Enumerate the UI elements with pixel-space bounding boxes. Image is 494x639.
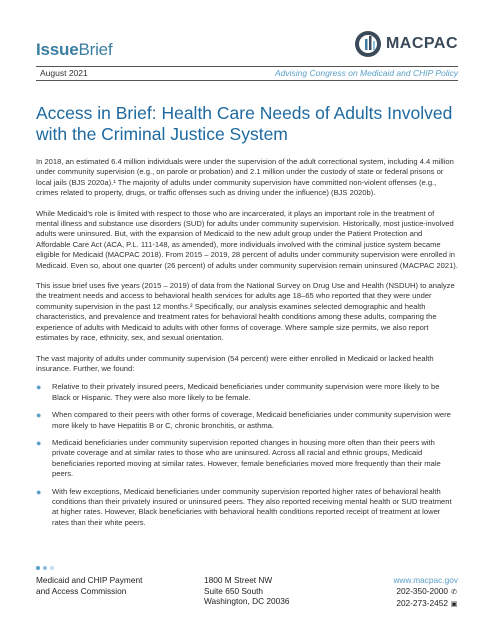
- list-item-text: Medicaid beneficiaries under community supervision reported changes in housing more often than their peers with private coverage and at similar rates to those who are uninsured. Across all racial and ethnic groups, Medicaid beneficiaries reported moving at similar rates. However, female beneficiaries moved more frequently than their male peers.: [52, 437, 441, 479]
- macpac-logo: [354, 30, 458, 58]
- issue-brief-bold: Issue: [36, 40, 79, 59]
- website-link[interactable]: www.macpac.gov: [393, 575, 458, 585]
- list-item: [36, 438, 458, 480]
- page-title: Access in Brief: Health Care Needs of Adults Involved with the Criminal Justice System: [36, 103, 453, 144]
- paragraph: In 2018, an estimated 6.4 million individuals were under the supervision of the adult correctional system, including 4.4 million under community supervision (e.g., on parole or probation) and 2.1 million under the custody of state or federal prisons or local jails (BJS 2020a).¹ The majority of adults under community supervision have committed non-violent offenses (e.g., crimes related to property, drugs, or traffic offenses such as driving under the influence) (BJS 2020b).: [36, 157, 454, 198]
- publication-date: August 2021: [40, 68, 88, 78]
- footer-organization: [36, 575, 186, 596]
- macpac-logo-icon: [354, 30, 382, 58]
- paragraph: The vast majority of adults under community supervision (54 percent) were either enrolled in Medicaid or lacked health insurance. Further, we found:: [36, 353, 434, 373]
- list-item-text: With few exceptions, Medicaid beneficiaries under community supervision reported higher rates of behavioral health conditions than their privately insured or uninsured peers. They also reported receiving mental health or SUD treatment at higher rates. However, Black beneficiaries with behavioral health conditions reported receipt of treatment at lower rates than their white peers.: [52, 486, 452, 527]
- bullet-icon: ●: [36, 410, 42, 421]
- phone-number: 202-350-2000: [396, 585, 448, 596]
- findings-list: [36, 382, 458, 528]
- bullet-icon: ●: [36, 486, 42, 497]
- list-item-text: When compared to their peers with other forms of coverage, Medicaid beneficiaries under community supervision were more likely to have Hepatitis B or C, chronic bronchitis, or asthma.: [52, 410, 451, 430]
- list-item: [36, 487, 458, 529]
- address-line: Washington, DC 20036: [204, 596, 290, 607]
- org-name-line: and Access Commission: [36, 585, 127, 596]
- org-name-line: Medicaid and CHIP Payment: [36, 575, 143, 585]
- header-rule: [36, 66, 458, 67]
- fax-icon: ▣: [450, 601, 458, 609]
- fax-line: [348, 598, 458, 611]
- footer-address: [204, 575, 354, 607]
- macpac-logo-text: MACPAC: [385, 35, 458, 52]
- bullet-icon: ●: [36, 382, 42, 393]
- phone-icon: ✆: [451, 588, 457, 596]
- address-line: 1800 M Street NW: [204, 575, 273, 585]
- list-item-text: Relative to their privately insured peers, Medicaid beneficiaries under community supervision were more likely to be Black or Hispanic. They were also more likely to be female.: [52, 382, 440, 402]
- issue-brief-light: Brief: [78, 40, 113, 59]
- header: [36, 30, 458, 66]
- issue-brief-label: [36, 40, 112, 60]
- address-line: Suite 650 South: [204, 585, 264, 596]
- footer-contact: [348, 575, 458, 611]
- tagline: Advising Congress on Medicaid and CHIP Policy: [275, 68, 458, 78]
- fax-number: 202-273-2452: [396, 598, 448, 609]
- paragraph: While Medicaid's role is limited with respect to those who are incarcerated, it plays an important role in the treatment of mental illness and substance use disorders (SUD) for adults under community supervision. Historically, most justice-involved adults were uninsured. But, with the expansion of Medicaid to the new adult group under the Patient Protection and Affordable Care Act (ACA, P.L. 111-148, as amended), more individuals involved with the criminal justice system became eligible for Medicaid (MACPAC 2018). From 2015 – 2019, 28 percent of adults under community supervision were enrolled in Medicaid. Even so, about one quarter (26 percent) of adults under community supervision remain uninsured (MACPAC 2021).: [36, 208, 458, 270]
- list-item: [36, 382, 458, 403]
- meta-rule: [36, 80, 458, 81]
- phone-line: [348, 586, 458, 599]
- body-text: [36, 157, 458, 535]
- footer-dots-icon: [36, 566, 54, 570]
- list-item: [36, 410, 458, 431]
- bullet-icon: ●: [36, 437, 42, 448]
- paragraph: This issue brief uses five years (2015 – 2019) of data from the National Survey on Drug Use and Health (NSDUH) to analyze the treatment needs and access to behavioral health services for adults age 18–65 who reported that they were under community supervision in the past 12 months.² Specifically, our analysis examines selected demographic and health characteristics, and prevalence and treatment rates for behavioral health conditions among these adults, comparing the experience of adults with Medicaid to adults with other forms of coverage. Where sample size permits, we also report estimates by race, ethnicity, sex, and sexual orientation.: [36, 281, 455, 343]
